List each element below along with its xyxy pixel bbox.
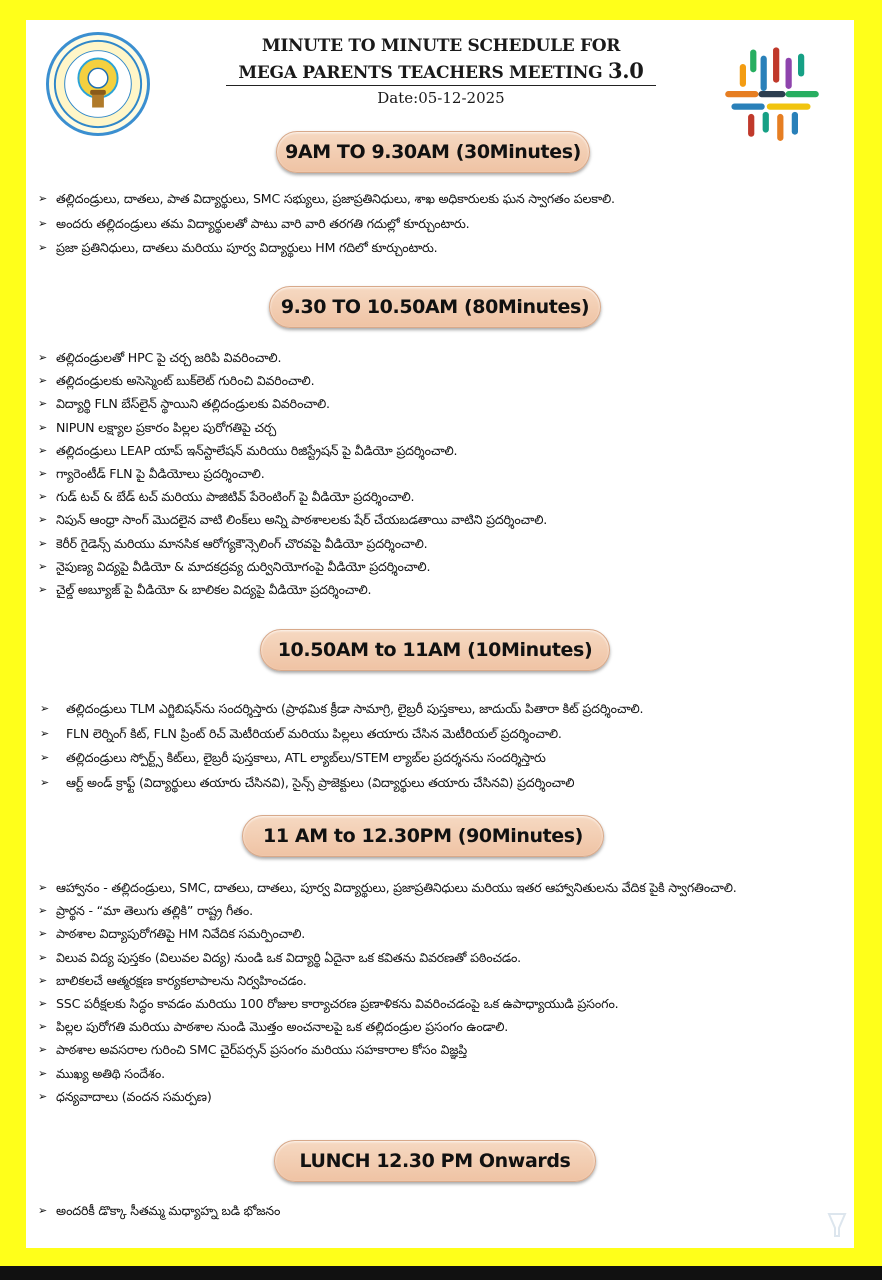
list-item: ➢ పాఠశాల విద్యాపురోగతిపై HM నివేదిక సమర్పించాలి.: [38, 926, 306, 942]
list-item: ➢ విలువ విద్య పుస్తకం (విలువల విద్య) నుండి ఒక విద్యార్థి ఏదైనా ఒక కవితను వివరణతో పఠించడం.: [38, 949, 521, 965]
arrow-bullet-icon: ➢: [38, 216, 48, 230]
time-slot-2-header: 9.30 TO 10.50AM (80Minutes): [269, 286, 601, 328]
arrow-bullet-icon: ➢: [38, 1204, 48, 1217]
time-slot-3-header: 10.50AM to 11AM (10Minutes): [260, 629, 610, 671]
ap-government-seal: [46, 32, 150, 136]
arrow-bullet-icon: ➢: [38, 1020, 48, 1034]
list-item: ➢ నిపున్ ఆంధ్రా సాంగ్ మొదలైన వాటి లింక్‌లు అన్ని పాఠశాలలకు షేర్ చేయబడతాయి వాటిని ప్రదర్శించాలి.: [38, 512, 548, 528]
arrow-bullet-icon: ➢: [38, 881, 48, 894]
arrow-bullet-icon: ➢: [40, 751, 50, 764]
list-item: ➢ అందరు తల్లిదండ్రులు తమ విద్యార్థులతో పాటు వారి వారి తరగతి గదుల్లో కూర్చుంటారు.: [38, 215, 470, 231]
list-item: ➢ తల్లిదండ్రులు స్పోర్ట్స్ కిట్‌లు, లైబ్రరీ పుస్తకాలు, ATL ల్యాబ్‌లు/STEM ల్యాబ్‌ల ప్రదర్శనను సందర్శిస్తారు: [40, 750, 546, 765]
list-item: ➢ ధన్యవాదాలు (వందన సమర్పణ): [38, 1088, 212, 1104]
arrow-bullet-icon: ➢: [38, 559, 48, 573]
time-slot-3-list: [34, 700, 854, 798]
time-slot-1-list: [34, 190, 854, 264]
list-item: ➢ విద్యార్థి FLN బేస్‌లైన్ స్థాయిని తల్లిదండ్రులకు వివరించాలి.: [38, 396, 330, 412]
list-item: ➢ పిల్లల పురోగతి మరియు పాఠశాల నుండి మొత్తం అంచనాలపై ఒక తల్లిదండ్రుల ప్రసంగం ఉండాలి.: [38, 1019, 509, 1035]
time-slot-4-list: [34, 879, 854, 1111]
arrow-bullet-icon: ➢: [38, 420, 48, 434]
arrow-bullet-icon: ➢: [38, 996, 48, 1010]
arrow-bullet-icon: ➢: [38, 927, 48, 941]
list-item: ➢ అందరికీ డొక్కా సీతమ్మ మధ్యాహ్న బడి భోజనం: [38, 1203, 281, 1218]
arrow-bullet-icon: ➢: [38, 950, 48, 964]
lunch-list: [34, 1202, 854, 1227]
arrow-bullet-icon: ➢: [38, 973, 48, 987]
list-item: ➢ గుడ్ టచ్ & బేడ్ టచ్ మరియు పాజిటివ్ పేరెంటింగ్ పై వీడియో ప్రదర్శించాలి.: [38, 489, 415, 505]
watermark-icon: [826, 1210, 848, 1240]
list-item: ➢ ఆహ్వానం - తల్లిదండ్రులు, SMC, దాతలు, దాతలు, పూర్వ విద్యార్థులు, ప్రజాప్రతినిధులు మరియు ఇతర ఆహ్వానితులను వేదిక పైకి స్వాగతించాలి.: [38, 880, 737, 895]
list-item: ➢ తల్లిదండ్రులు TLM ఎగ్జిబిషన్‌ను సందర్శిస్తారు (ప్రాథమిక క్రీడా సామాగ్రి, లైబ్రరీ పుస్తకాలు, జాదుయ్ పితారా కిట్ ప్రదర్శించాలి.: [40, 701, 644, 716]
list-item: ➢ నైపుణ్య విద్యపై వీడియో & మాదకద్రవ్య దుర్వినియోగంపై వీడియో ప్రదర్శించాలి.: [38, 558, 431, 574]
colorful-grid-logo-icon: [720, 38, 824, 142]
list-item: ➢ కెరీర్ గైడెన్స్ మరియు మానసిక ఆరోగ్యకౌన్సెలింగ్ చొరవపై వీడియో ప్రదర్శించాలి.: [38, 535, 428, 551]
list-item: ➢ ఆర్ట్ అండ్ క్రాఫ్ట్ (విద్యార్థులు తయారు చేసినవి), సైన్స్ ప్రాజెక్టులు (విద్యార్థులు తయారు చేసినవి) ప్రదర్శించాలి: [40, 774, 575, 790]
schedule-header: [226, 36, 656, 107]
list-item: ➢ చైల్డ్ అబ్యూజ్ పై వీడియో & బాలికల విద్యపై వీడియో ప్రదర్శించాలి.: [38, 581, 372, 597]
arrow-bullet-icon: ➢: [38, 466, 48, 480]
header-line-1: MINUTE TO MINUTE SCHEDULE FOR: [261, 36, 621, 56]
arrow-bullet-icon: ➢: [38, 490, 48, 504]
arrow-bullet-icon: ➢: [38, 1043, 48, 1057]
arrow-bullet-icon: ➢: [40, 775, 50, 789]
arrow-bullet-icon: ➢: [38, 374, 48, 388]
header-meeting-title: MEGA PARENTS TEACHERS MEETING: [238, 63, 603, 83]
list-item: ➢ తల్లిదండ్రులతో HPC పై చర్చ జరిపి వివరించాలి.: [38, 350, 282, 365]
arrow-bullet-icon: ➢: [38, 351, 48, 364]
arrow-bullet-icon: ➢: [38, 582, 48, 596]
time-slot-1-header: 9AM TO 9.30AM (30Minutes): [276, 131, 590, 173]
lunch-header: LUNCH 12.30 PM Onwards: [274, 1140, 596, 1182]
list-item: ➢ పాఠశాల అవసరాల గురించి SMC చైర్‌పర్సన్ ప్రసంగం మరియు సహకారాల కోసం విజ్ఞప్తి: [38, 1042, 468, 1058]
list-item: ➢ తల్లిదండ్రులకు అసెస్మెంట్ బుక్‌లెట్ గురించి వివరించాలి.: [38, 373, 315, 389]
list-item: ➢ తల్లిదండ్రులు LEAP యాప్ ఇన్‌స్టాలేషన్ మరియు రిజిస్ట్రేషన్ పై వీడియో ప్రదర్శించాలి.: [38, 442, 458, 458]
header-date: Date:05-12-2025: [377, 89, 505, 107]
list-item: ➢ NIPUN లక్ష్యాల ప్రకారం పిల్లల పురోగతిపై చర్చ: [38, 419, 276, 435]
arrow-bullet-icon: ➢: [38, 513, 48, 527]
list-item: ➢ బాలికలచే ఆత్మరక్షణ కార్యకలాపాలను నిర్వహించడం.: [38, 972, 307, 988]
list-item: ➢ FLN లెర్నింగ్ కిట్, FLN ప్రింట్ రిచ్ మెటీరియల్ మరియు పిల్లలు తయారు చేసిన మెటీరియల్ ప్రదర్శించాలి.: [40, 725, 562, 741]
arrow-bullet-icon: ➢: [38, 1066, 48, 1080]
header-line-2: [226, 58, 656, 86]
list-item: ➢ గ్యారెంటీడ్ FLN పై వీడియోలు ప్రదర్శించాలి.: [38, 465, 265, 481]
bottom-edge: [0, 1266, 882, 1280]
list-item: ➢ ప్రార్థన - “మా తెలుగు తల్లికి” రాష్ట్ర గీతం.: [38, 903, 253, 919]
list-item: ➢ SSC పరీక్షలకు సిద్ధం కావడం మరియు 100 రోజుల కార్యాచరణ ప్రణాళికను వివరించడంపై ఒక ఉపాధ్యాయుడి ప్రసంగం.: [38, 995, 619, 1011]
list-item: ➢ తల్లిదండ్రులు, దాతలు, పాత విద్యార్థులు, SMC సభ్యులు, ప్రజాప్రతినిధులు, శాఖ అధికారులకు ఘన స్వాగతం పలకాలి.: [38, 191, 615, 206]
arrow-bullet-icon: ➢: [38, 443, 48, 457]
arrow-bullet-icon: ➢: [40, 726, 50, 740]
arrow-bullet-icon: ➢: [38, 241, 48, 254]
schedule-sheet: [26, 20, 854, 1248]
arrow-bullet-icon: ➢: [38, 536, 48, 550]
time-slot-4-header: 11 AM to 12.30PM (90Minutes): [242, 815, 604, 857]
list-item: ➢ ప్రజా ప్రతినిధులు, దాతలు మరియు పూర్వ విద్యార్థులు HM గదిలో కూర్చుంటారు.: [38, 240, 438, 255]
seal-emblem-icon: [49, 35, 147, 133]
school-education-logo: [720, 38, 824, 142]
arrow-bullet-icon: ➢: [40, 702, 50, 715]
arrow-bullet-icon: ➢: [38, 397, 48, 411]
header-version: 3.0: [607, 58, 644, 83]
arrow-bullet-icon: ➢: [38, 904, 48, 918]
time-slot-2-list: [34, 349, 854, 604]
arrow-bullet-icon: ➢: [38, 1089, 48, 1103]
arrow-bullet-icon: ➢: [38, 192, 48, 205]
list-item: ➢ ముఖ్య అతిథి సందేశం.: [38, 1065, 165, 1081]
